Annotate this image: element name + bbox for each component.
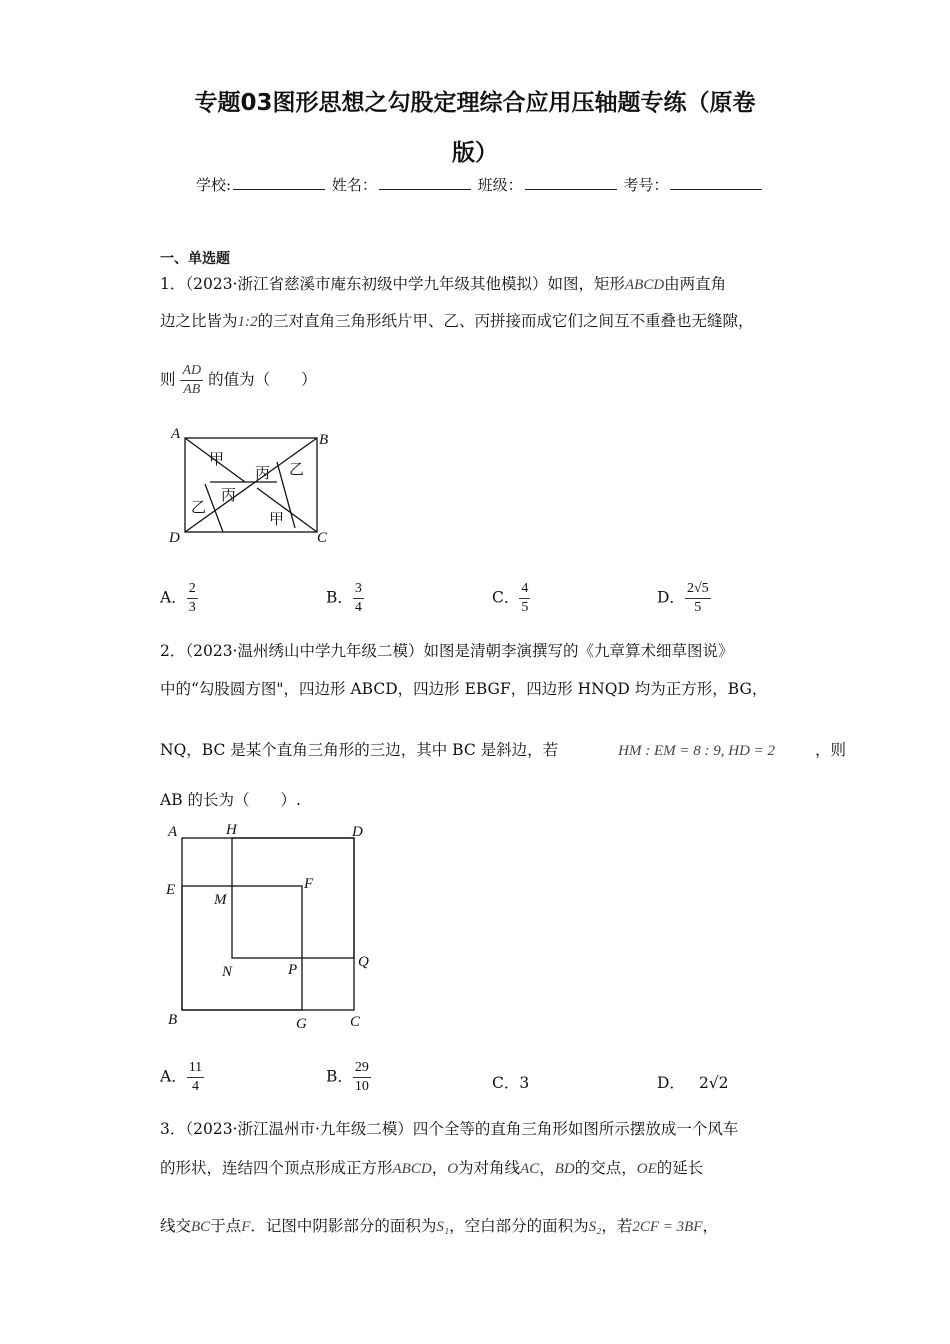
label-a: A — [171, 426, 181, 442]
q1-line3 — [160, 362, 317, 399]
q3-text: ， — [431, 1159, 448, 1177]
option-label: B． — [326, 588, 353, 607]
q2-line3 — [160, 740, 846, 761]
label-q: Q — [358, 954, 369, 970]
label-g: G — [296, 1016, 307, 1032]
q3-text: ，空白部分的面积为 — [449, 1217, 589, 1235]
q2-text: NQ，BC 是某个直角三角形的三边，其中 BC 是斜边，若 — [160, 741, 559, 759]
q1-math: 1:2 — [237, 314, 258, 330]
q3-math: 2CF = 3BF — [632, 1219, 703, 1235]
label-h: H — [226, 822, 237, 838]
class-label: 班级： — [477, 176, 523, 194]
frac-den: 10 — [354, 1079, 369, 1094]
q1-text: 由两直角 — [664, 275, 727, 293]
label-a: A — [168, 824, 178, 840]
q2-text: ，则 — [815, 741, 847, 759]
q1-text: 边之比皆为 — [160, 312, 238, 330]
q1-fraction — [180, 362, 203, 399]
label-b: B — [319, 432, 329, 448]
exam-no-blank[interactable] — [670, 175, 762, 190]
square-abcd — [182, 838, 354, 1010]
frac-den: 4 — [354, 600, 362, 615]
page-title-line2: 版） — [452, 140, 498, 166]
q3-text: 的形状，连结四个顶点形成正方形 — [160, 1159, 393, 1177]
q1-option-a[interactable] — [160, 580, 198, 617]
q3-text: 为对角线 — [458, 1159, 521, 1177]
q2-line4: AB 的长为（ ）. — [160, 791, 301, 809]
name-blank[interactable] — [379, 175, 471, 190]
option-fraction — [353, 580, 364, 617]
q3-line1: 3．（2023·浙江温州市·九年级二模）四个全等的直角三角形如图所示摆放成一个风车 — [160, 1120, 739, 1138]
q1-text: 的三对直角三角形纸片甲、乙、丙拼接而成它们之间互不重叠也无缝隙， — [257, 312, 754, 330]
label-yi: 乙 — [289, 460, 305, 478]
label-c: C — [317, 530, 328, 546]
q3-math: O — [447, 1161, 459, 1177]
option-fraction — [685, 580, 711, 617]
q1-option-c[interactable] — [492, 580, 530, 617]
q2-option-a[interactable] — [160, 1059, 204, 1096]
q3-text: ， — [539, 1159, 555, 1177]
label-d: D — [169, 530, 180, 546]
section-heading: 一、单选题 — [160, 251, 230, 267]
q1-math: ABCD — [625, 277, 665, 293]
frac-den: 5 — [694, 600, 702, 615]
q3-math: F — [241, 1219, 251, 1235]
option-fraction — [353, 1059, 371, 1096]
q1-option-b[interactable] — [326, 580, 364, 617]
label-c: C — [350, 1014, 361, 1030]
frac-num: 2 — [187, 580, 198, 599]
exam-no-label: 考号： — [623, 176, 669, 194]
frac-num: 3 — [353, 580, 364, 599]
page-title-line1: 专题03图形思想之勾股定理综合应用压轴题专练（原卷 — [194, 90, 756, 116]
q3-math: BC — [191, 1219, 211, 1235]
option-fraction — [187, 1059, 204, 1096]
q3-line3 — [160, 1216, 718, 1237]
q3-text: 线交 — [160, 1217, 192, 1235]
square-ebgf — [182, 886, 302, 1010]
label-p: P — [288, 962, 298, 978]
option-label: A． — [160, 1067, 187, 1086]
label-jia: 甲 — [209, 450, 225, 468]
q2-math: HM : EM = 8 : 9, HD = 2 — [618, 743, 776, 759]
q2-option-d[interactable] — [657, 1071, 729, 1093]
label-yi: 乙 — [191, 498, 207, 516]
q3-text: 的延长 — [656, 1159, 704, 1177]
q1-option-d[interactable] — [657, 580, 711, 617]
q2-option-c[interactable] — [492, 1071, 529, 1093]
option-label: D． — [657, 588, 685, 607]
option-label: D． — [657, 1074, 685, 1092]
square-hnqd — [232, 838, 354, 958]
school-label: 学校: — [196, 176, 232, 194]
q1-text: 的值为（ ） — [208, 370, 317, 389]
q3-text: ，若 — [601, 1217, 633, 1235]
q2-figure — [160, 818, 390, 1040]
q1-line2 — [160, 311, 754, 332]
q3-text: ， — [702, 1217, 718, 1235]
q1-figure — [165, 420, 355, 550]
option-label: B． — [326, 1067, 353, 1086]
frac-num: 2√5 — [685, 580, 711, 599]
frac-den: 5 — [521, 600, 529, 615]
q2-option-b[interactable] — [326, 1059, 371, 1096]
q1-text: 1．（2023·浙江省慈溪市庵东初级中学九年级其他模拟）如图，矩形 — [160, 275, 625, 293]
q3-text: 于点 — [210, 1217, 242, 1235]
class-blank[interactable] — [525, 175, 617, 190]
label-n: N — [222, 964, 233, 980]
q2-line2: 中的“勾股圆方图"，四边形 ABCD，四边形 EBGF，四边形 HNQD 均为正方形，BG， — [160, 680, 768, 698]
q3-text: ．记图中阴影部分的面积为 — [250, 1217, 437, 1235]
frac-num: 4 — [519, 580, 530, 599]
frac-den: 4 — [191, 1079, 199, 1094]
school-blank[interactable] — [233, 175, 325, 190]
label-jia: 甲 — [269, 510, 285, 528]
q1-line1 — [160, 274, 726, 295]
label-b: B — [168, 1012, 178, 1028]
q3-line2 — [160, 1158, 703, 1179]
frac-num: AD — [180, 362, 203, 381]
q3-math: S₂ — [588, 1219, 602, 1235]
option-label: C． — [492, 588, 520, 607]
q3-math: AC — [520, 1161, 540, 1177]
frac-num: 11 — [187, 1059, 204, 1078]
label-bing: 丙 — [221, 486, 237, 504]
option-label: A． — [160, 588, 187, 607]
option-label: C． — [492, 1074, 520, 1092]
frac-num: 29 — [353, 1059, 371, 1078]
option-value: 3 — [519, 1074, 530, 1092]
q3-math: ABCD — [392, 1161, 432, 1177]
option-fraction — [187, 580, 198, 617]
label-bing: 丙 — [255, 464, 271, 482]
frac-den: AB — [183, 382, 201, 397]
line-c — [257, 488, 317, 532]
option-fraction — [519, 580, 530, 617]
option-value: 2√2 — [698, 1074, 729, 1092]
label-f: F — [304, 876, 314, 892]
q3-text: 的交点， — [574, 1159, 637, 1177]
q2-line1: 2．（2023·温州绣山中学九年级二模）如图是清朝李演撰写的《九章算术细草图说》 — [160, 642, 734, 660]
q3-math: S₁ — [436, 1219, 450, 1235]
label-m: M — [214, 892, 227, 908]
label-e: E — [166, 882, 176, 898]
q1-text: 则 — [160, 370, 176, 389]
frac-den: 3 — [188, 600, 196, 615]
q3-math: BD — [554, 1161, 575, 1177]
student-info — [196, 174, 764, 195]
label-d: D — [352, 824, 363, 840]
name-label: 姓名： — [331, 176, 377, 194]
q3-math: OE — [636, 1161, 657, 1177]
